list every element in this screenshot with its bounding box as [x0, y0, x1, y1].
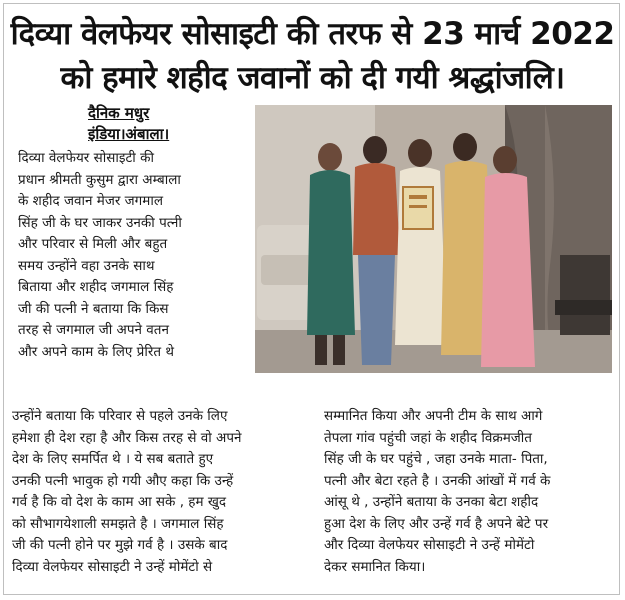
article-line: तरह से जगमाल जी अपने वतन	[18, 322, 169, 338]
article-line: और परिवार से मिली और बहुत	[18, 236, 168, 252]
article-line: बिताया और शहीद जगमाल सिंह	[18, 279, 174, 295]
article-line: देश के लिए समर्पित थे । ये सब बताते हुए	[12, 451, 214, 467]
article-line: दिव्या वेलफेयर सोसाइटी की	[18, 150, 154, 166]
byline-newspaper: दैनिक मधुर	[88, 104, 150, 122]
article-column-left-top	[18, 148, 250, 363]
article-line: हमेशा ही देश रहा है और किस तरह से वो अपने	[12, 429, 242, 446]
article-line: को सौभागयेशाली समझते है । जगमाल सिंह	[12, 515, 224, 532]
article-line: तेपला गांव पहुंची जहां के शहीद विक्रमजीत	[324, 429, 532, 446]
article-line: के शहीद जवान मेजर जगमाल	[18, 193, 164, 209]
article-line: प्रधान श्रीमती कुसुम द्वारा अम्बाला	[18, 171, 181, 188]
headline-line-2: को हमारे शहीद जवानों को दी गयी श्रद्धांजलि।	[60, 60, 565, 96]
article-line: उनकी पत्नी भावुक हो गयी औए कहा कि उन्हें	[12, 472, 234, 489]
article-line: आंसू थे , उन्होंने बताया के उनका बेटा शहीद	[324, 494, 539, 510]
article-line: दिव्या वेलफेयर सोसाइटी ने उन्हें मोमेंटो से	[12, 558, 213, 575]
article-line: सिंह जी के घर जाकर उनकी पत्नी	[18, 214, 182, 231]
article-line: सिंह जी के घर पहुंचे , जहा उनके माता- पिता,	[324, 451, 548, 467]
article-column-left-bottom	[12, 406, 310, 578]
article-line: पत्नी और बेटा रहते है । उनकी आंखों में गर्व के	[324, 472, 551, 489]
news-photo-illustration	[255, 105, 612, 373]
article-line: जी की पत्नी ने बताया कि किस	[18, 300, 169, 317]
article-line: और दिव्या वेलफेयर सोसाइटी ने उन्हें मोमेंटो	[324, 537, 535, 553]
headline-line-1: दिव्या वेलफेयर सोसाइटी की तरफ से 23 मार्च 2022	[10, 16, 615, 52]
article-line: उन्होंने बताया कि परिवार से पहले उनके लिए	[12, 408, 228, 424]
article-line: गर्व है कि वो देश के काम आ सके , हम खुद	[12, 494, 227, 510]
article-column-right-bottom	[324, 406, 620, 578]
article-line: जी की पत्नी होने पर मुझे गर्व है । उसके बाद	[12, 537, 228, 553]
news-photo	[255, 105, 612, 373]
byline-location: इंडिया।अंबाला।	[88, 125, 170, 143]
article-line: हुआ देश के लिए और उन्हें गर्व है अपने बेटे पर	[324, 515, 549, 532]
article-line: और अपने काम के लिए प्रेरित थे	[18, 343, 174, 360]
article-line: समय उन्होंने वहा उनके साथ	[18, 257, 155, 274]
article-line: देकर समानित किया।	[324, 558, 426, 575]
article-line: सम्मानित किया और अपनी टीम के साथ आगे	[324, 408, 543, 424]
